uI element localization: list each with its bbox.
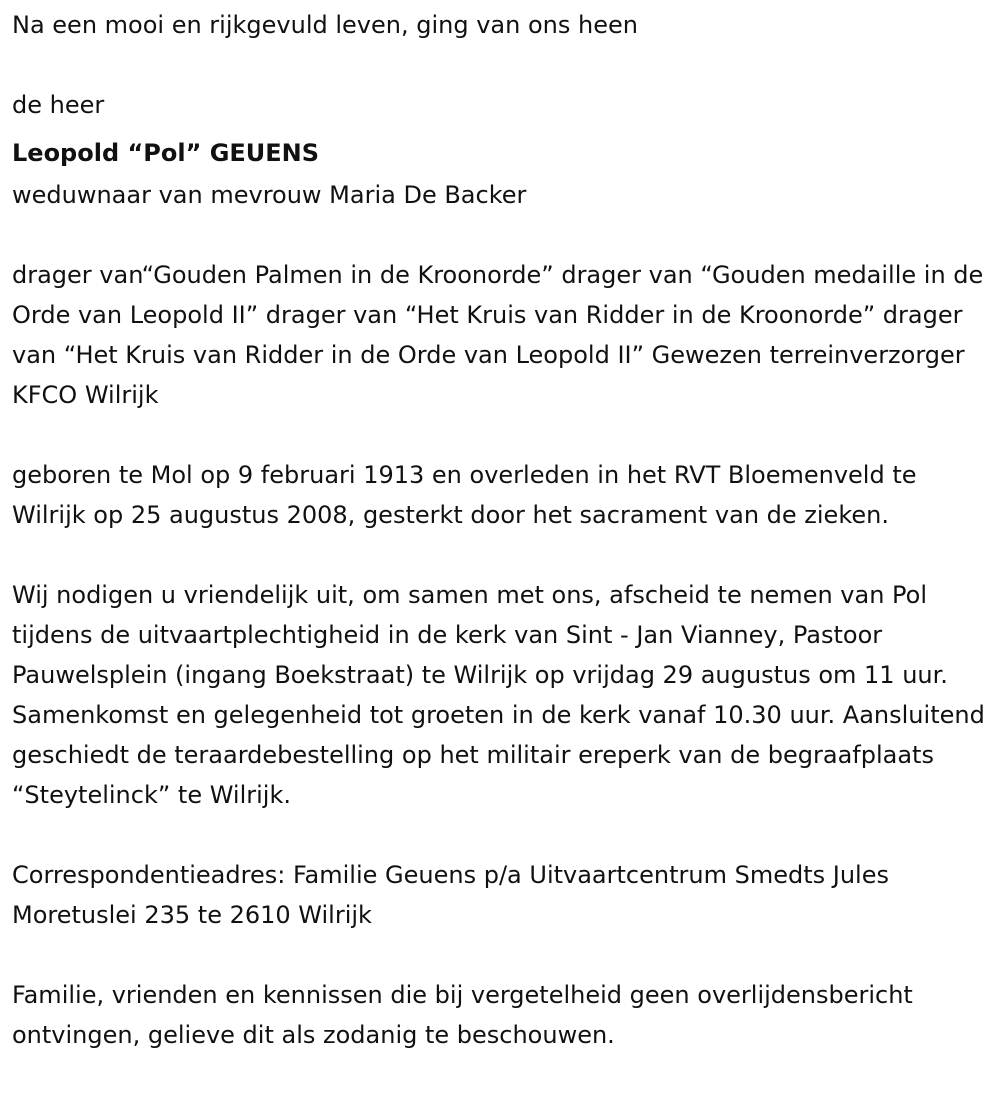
deceased-name: Leopold “Pol” GEUENS [12,139,320,167]
birth-death-paragraph: geboren te Mol op 9 februari 1913 en overleden in het RVT Bloemenveld te Wilrijk op 25 augustus 2008, gesterkt door het sacrament van de zieken. [12,461,917,529]
intro-line: Na een mooi en rijkgevuld leven, ging van ons heen [12,11,638,39]
correspondence-address: Correspondentieadres: Familie Geuens p/a Uitvaartcentrum Smedts Jules Moretuslei 235 te 2610 Wilrijk [12,861,889,929]
honours-paragraph: drager van“Gouden Palmen in de Kroonorde” drager van “Gouden medaille in de Orde van Leopold II” drager van “Het Kruis van Ridder in de Kroonorde” drager van “Het Kruis van Ridder in de Orde van Leopold II” Gewezen terreinverzorger KFCO Wilrijk [12,261,984,409]
title-prefix: de heer [12,91,105,119]
closing-paragraph: Familie, vrienden en kennissen die bij vergetelheid geen overlijdensbericht ontvingen, gelieve dit als zodanig te beschouwen. [12,981,913,1049]
funeral-invitation-paragraph: Wij nodigen u vriendelijk uit, om samen met ons, afscheid te nemen van Pol tijdens de uitvaartplechtigheid in de kerk van Sint - Jan Vianney, Pastoor Pauwelsplein (ingang Boekstraat) te Wilrijk op vrijdag 29 augustus om 11 uur. Samenkomst en gelegenheid tot groeten in de kerk vanaf 10.30 uur. Aansluitend geschiedt de teraardebestelling op het militair ereperk van de begraafplaats “Steytelinck” te Wilrijk. [12,581,985,809]
widower-line: weduwnaar van mevrouw Maria De Backer [12,181,527,209]
